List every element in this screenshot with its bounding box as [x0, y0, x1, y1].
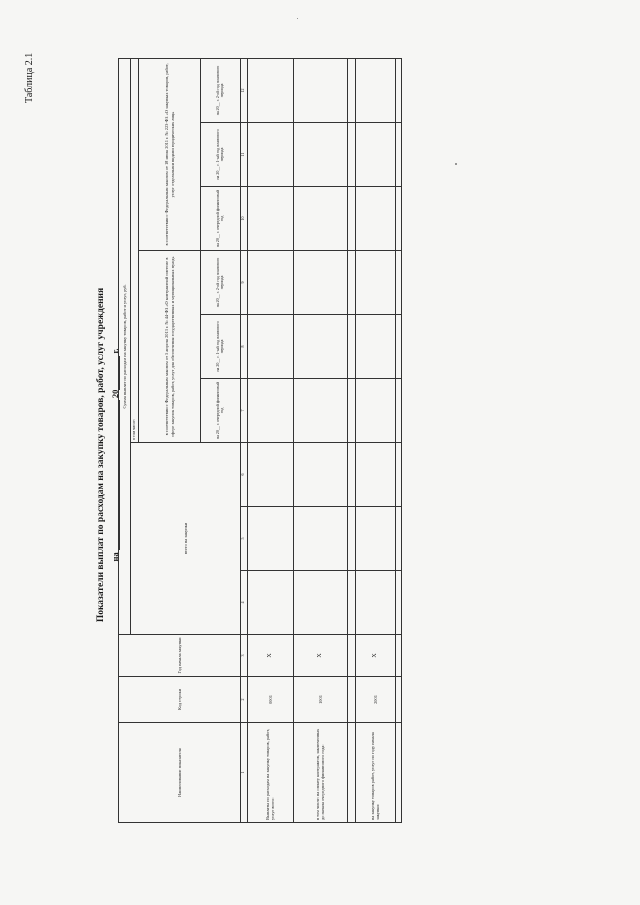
header-sum-title: Сумма выплат по расходам на закупку товаров, работ и услуг, руб. — [119, 58, 131, 634]
header-fz223: в соответствии с Федеральным законом от 18 июля 2011 г. № 223-ФЗ «О закупках товаров, работ, услуг отдельными видами юридических лиц» — [139, 58, 201, 250]
value-cell[interactable] — [293, 187, 347, 251]
value-cell[interactable] — [293, 571, 347, 635]
column-number: 12 — [240, 58, 247, 122]
value-cell[interactable] — [247, 187, 293, 251]
table-row — [293, 58, 347, 822]
value-cell[interactable] — [395, 58, 401, 122]
value-cell[interactable] — [247, 379, 293, 443]
value-cell[interactable] — [247, 507, 293, 571]
procurement-table — [118, 58, 402, 823]
header-name: Наименование показателя — [119, 723, 241, 823]
row-code — [347, 677, 355, 723]
column-number: 11 — [240, 123, 247, 187]
row-code: 2001 — [355, 677, 395, 723]
header-fz44: в соответствии с Федеральным законом от 5 апреля 2013 г. № 44-ФЗ «О контрактной системе в сфере закупок товаров, работ, услуг для обеспечения государственных и муниципальных нужд» — [139, 251, 201, 443]
row-name: в том числе: на оплату контрактов, заключенных до начала очередного финансового года: — [293, 723, 347, 823]
value-cell[interactable] — [355, 571, 395, 635]
subtitle-prefix: на — [110, 552, 120, 562]
header-period-5: на 20__ г. 1-ый год планового периода — [201, 123, 241, 187]
header-start-year: Год начала закупки — [119, 635, 241, 677]
value-cell[interactable] — [293, 379, 347, 443]
row-year: X — [293, 635, 347, 677]
value-cell[interactable] — [293, 507, 347, 571]
row-name: Выплаты по расходам на закупку товаров, работ, услуг всего: — [247, 723, 293, 823]
row-code: 0001 — [247, 677, 293, 723]
column-number: 1 — [240, 723, 247, 823]
value-cell[interactable] — [247, 58, 293, 122]
value-cell[interactable] — [293, 315, 347, 379]
value-cell[interactable] — [293, 443, 347, 507]
header-period-3: на 20__ г. 2-ой год планового периода — [201, 251, 241, 315]
header-period-4: на 20__ г. очередной финансовый год — [201, 187, 241, 251]
subtitle-year-prefix: 20 — [110, 389, 120, 399]
table-row — [247, 58, 293, 822]
value-cell[interactable] — [347, 379, 355, 443]
value-cell[interactable] — [395, 123, 401, 187]
row-year: X — [247, 635, 293, 677]
row-code: 1001 — [293, 677, 347, 723]
header-total: всего на закупки — [131, 443, 241, 635]
column-number: 6 — [240, 443, 247, 507]
value-cell[interactable] — [347, 251, 355, 315]
column-number: 7 — [240, 379, 247, 443]
value-cell[interactable] — [293, 251, 347, 315]
value-cell[interactable] — [347, 187, 355, 251]
header-period-2: на 20__ г. 1-ый год планового периода — [201, 315, 241, 379]
subtitle-year-suffix: г. — [110, 348, 120, 354]
value-cell[interactable] — [355, 187, 395, 251]
row-name — [395, 723, 401, 823]
value-cell[interactable] — [347, 315, 355, 379]
value-cell[interactable] — [355, 251, 395, 315]
value-cell[interactable] — [355, 58, 395, 122]
row-year: X — [355, 635, 395, 677]
value-cell[interactable] — [395, 379, 401, 443]
column-number: 4 — [240, 571, 247, 635]
column-number: 10 — [240, 187, 247, 251]
header-code: Код строки — [119, 677, 241, 723]
column-number: 5 — [240, 507, 247, 571]
value-cell[interactable] — [247, 443, 293, 507]
value-cell[interactable] — [355, 123, 395, 187]
table-label: Таблица 2.1 — [24, 52, 35, 103]
value-cell[interactable] — [395, 507, 401, 571]
document-title: Показатели выплат по расходам на закупку товаров, работ, услуг учреждения — [96, 287, 106, 623]
value-cell[interactable] — [395, 571, 401, 635]
header-period-1: на 20__ г. очередной финансовый год — [201, 379, 241, 443]
table-row — [395, 58, 401, 822]
header-period-6: на 20__ г. 2-ой год планового периода — [201, 58, 241, 122]
row-year — [347, 635, 355, 677]
value-cell[interactable] — [395, 187, 401, 251]
value-cell[interactable] — [355, 315, 395, 379]
value-cell[interactable] — [247, 123, 293, 187]
column-number: 8 — [240, 315, 247, 379]
header-including: в том числе: — [131, 58, 139, 442]
value-cell[interactable] — [293, 58, 347, 122]
column-number: 2 — [240, 677, 247, 723]
row-code — [395, 677, 401, 723]
value-cell[interactable] — [395, 315, 401, 379]
value-cell[interactable] — [395, 443, 401, 507]
value-cell[interactable] — [355, 443, 395, 507]
value-cell[interactable] — [247, 571, 293, 635]
value-cell[interactable] — [247, 251, 293, 315]
row-year — [395, 635, 401, 677]
table-row — [355, 58, 395, 822]
value-cell[interactable] — [355, 379, 395, 443]
value-cell[interactable] — [347, 443, 355, 507]
row-name: на закупку товаров работ, услуг по году начала закупки: — [355, 723, 395, 823]
row-name — [347, 723, 355, 823]
column-number: 9 — [240, 251, 247, 315]
value-cell[interactable] — [355, 507, 395, 571]
value-cell[interactable] — [293, 123, 347, 187]
column-number: 3 — [240, 635, 247, 677]
value-cell[interactable] — [347, 507, 355, 571]
value-cell[interactable] — [395, 251, 401, 315]
table-row — [347, 58, 355, 822]
value-cell[interactable] — [347, 123, 355, 187]
value-cell[interactable] — [347, 58, 355, 122]
value-cell[interactable] — [347, 571, 355, 635]
value-cell[interactable] — [247, 315, 293, 379]
